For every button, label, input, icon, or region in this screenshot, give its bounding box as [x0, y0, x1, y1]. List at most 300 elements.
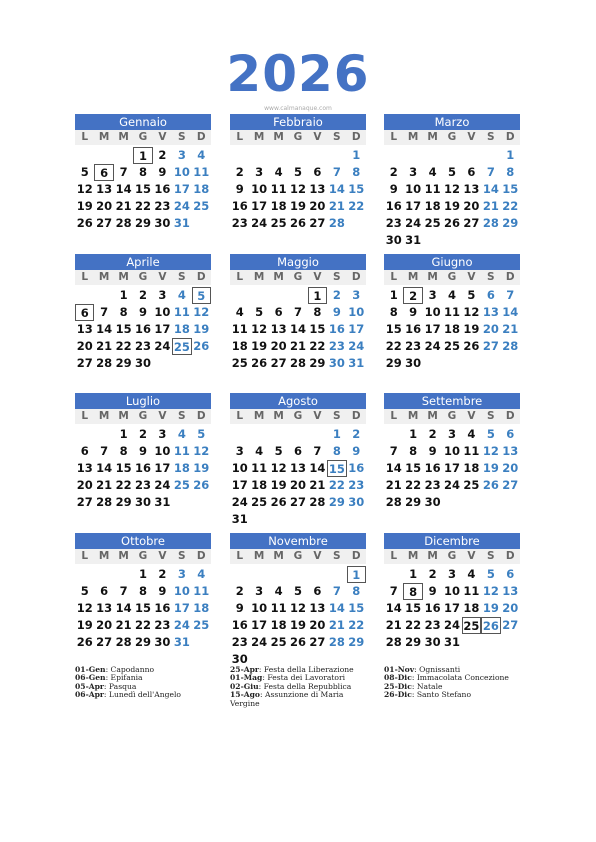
holiday-name: Festa dei Lavoratori	[267, 673, 346, 683]
weekday-label: S	[178, 410, 186, 422]
day-cell: 20	[309, 199, 326, 213]
day-cell: 20	[309, 618, 326, 632]
weekday-header	[384, 130, 520, 145]
weekday-label: L	[81, 131, 89, 143]
day-cell: 31	[231, 512, 248, 526]
day-cell: 20	[502, 461, 519, 475]
day-cell: 2	[428, 427, 437, 441]
weekday-label: D	[351, 271, 361, 283]
day-cell: 14	[385, 461, 402, 475]
day-cell: 3	[255, 584, 264, 598]
weekday-label: L	[390, 131, 398, 143]
day-grid	[384, 564, 520, 666]
day-cell: 4	[235, 305, 244, 319]
day-cell: 5	[274, 444, 283, 458]
day-cell: 1	[119, 427, 128, 441]
day-grid	[230, 564, 366, 666]
day-cell: 12	[270, 461, 287, 475]
day-cell: 27	[482, 339, 499, 353]
day-cell: 7	[332, 584, 341, 598]
weekday-label: V	[313, 271, 322, 283]
day-cell: 30	[154, 635, 171, 649]
day-cell: 26	[482, 478, 499, 492]
day-cell: 12	[76, 182, 93, 196]
day-cell: 28	[96, 495, 113, 509]
day-cell: 5	[447, 165, 456, 179]
day-cell: 13	[309, 601, 326, 615]
holiday-day: 1	[133, 147, 152, 164]
weekday-label: D	[505, 131, 515, 143]
weekday-label: M	[407, 271, 419, 283]
weekday-label: G	[138, 550, 148, 562]
weekday-label: L	[81, 410, 89, 422]
holiday-day: 5	[192, 287, 211, 304]
weekday-label: M	[118, 271, 129, 283]
day-cell: 13	[502, 584, 519, 598]
day-cell: 31	[173, 635, 190, 649]
day-cell: 2	[428, 567, 437, 581]
day-cell: 29	[348, 635, 365, 649]
day-cell: 24	[443, 618, 460, 632]
weekday-label: V	[313, 131, 322, 143]
day-cell: 21	[385, 618, 402, 632]
weekday-header	[384, 409, 520, 424]
day-cell: 17	[251, 199, 268, 213]
holiday-day: 15	[328, 462, 345, 476]
day-cell: 2	[352, 427, 361, 441]
weekday-label: V	[313, 410, 322, 422]
holiday-name: Capodanno	[110, 665, 155, 674]
day-cell: 17	[173, 182, 190, 196]
day-cell: 23	[154, 618, 171, 632]
day-cell: 26	[76, 216, 93, 230]
day-cell: 30	[385, 233, 402, 247]
day-cell: 17	[231, 478, 248, 492]
day-cell: 4	[428, 165, 437, 179]
day-cell: 19	[482, 461, 499, 475]
day-cell: 15	[348, 601, 365, 615]
day-cell: 23	[385, 216, 402, 230]
day-grid	[230, 145, 366, 247]
day-cell: 31	[173, 216, 190, 230]
day-cell: 3	[428, 288, 437, 302]
day-cell: 28	[385, 635, 402, 649]
day-cell: 9	[158, 165, 167, 179]
weekday-label: D	[196, 410, 206, 422]
day-cell: 18	[193, 182, 210, 196]
day-cell: 3	[409, 165, 418, 179]
day-cell: 24	[348, 339, 365, 353]
day-cell: 9	[235, 182, 244, 196]
day-cell: 28	[328, 216, 345, 230]
day-cell: 29	[502, 216, 519, 230]
weekday-label: M	[98, 550, 110, 562]
day-grid	[75, 424, 211, 526]
holiday-entry: 26-Dic: Santo Stefano	[384, 690, 472, 700]
day-cell: 25	[231, 356, 248, 370]
day-cell: 28	[385, 495, 402, 509]
day-cell: 24	[251, 216, 268, 230]
day-cell: 12	[193, 444, 210, 458]
day-cell: 26	[289, 635, 306, 649]
weekday-label: G	[293, 550, 303, 562]
day-cell: 16	[385, 199, 402, 213]
weekday-label: L	[390, 410, 398, 422]
day-cell: 9	[158, 584, 167, 598]
day-cell: 13	[96, 601, 113, 615]
holiday-date: 01-Nov	[384, 665, 415, 674]
day-cell: 8	[138, 584, 147, 598]
day-cell: 16	[348, 461, 365, 475]
weekday-label: M	[253, 410, 265, 422]
holiday-entry: 01-Mag: Festa dei Lavoratori	[230, 673, 346, 683]
day-cell: 11	[193, 165, 210, 179]
day-cell: 6	[313, 165, 322, 179]
day-cell: 5	[293, 165, 302, 179]
weekday-label: L	[81, 271, 89, 283]
day-cell: 14	[96, 461, 113, 475]
day-cell: 14	[328, 601, 345, 615]
year-title: 2026	[226, 45, 370, 103]
day-cell: 11	[270, 182, 287, 196]
day-cell: 15	[348, 182, 365, 196]
day-cell: 22	[405, 478, 422, 492]
month-name: Gennaio	[75, 114, 211, 130]
day-cell: 19	[193, 461, 210, 475]
day-cell: 23	[134, 339, 151, 353]
day-cell: 18	[251, 478, 268, 492]
day-cell: 16	[134, 461, 151, 475]
month-marzo	[384, 114, 520, 247]
day-cell: 26	[76, 635, 93, 649]
day-cell: 22	[502, 199, 519, 213]
day-cell: 7	[313, 444, 322, 458]
weekday-label: M	[407, 550, 419, 562]
day-cell: 4	[177, 427, 186, 441]
day-cell: 25	[193, 199, 210, 213]
day-cell: 25	[424, 216, 441, 230]
holiday-name: Festa della Repubblica	[263, 681, 352, 691]
day-cell: 6	[467, 165, 476, 179]
weekday-label: S	[333, 271, 341, 283]
day-cell: 18	[173, 322, 190, 336]
weekday-label: V	[467, 131, 476, 143]
day-cell: 15	[405, 461, 422, 475]
day-cell: 1	[119, 288, 128, 302]
day-cell: 22	[405, 618, 422, 632]
day-cell: 10	[443, 444, 460, 458]
holiday-date: 06-Gen	[75, 673, 106, 683]
day-cell: 15	[405, 601, 422, 615]
day-cell: 17	[154, 461, 171, 475]
holiday-date: 08-Dic	[384, 673, 412, 683]
holiday-entry: 15-Ago: Assunzione di Maria Vergine	[230, 690, 344, 708]
day-cell: 29	[385, 356, 402, 370]
weekday-label: M	[273, 271, 284, 283]
weekday-label: M	[253, 131, 265, 143]
weekday-header	[384, 270, 520, 285]
holiday-date: 15-Ago	[230, 690, 260, 700]
day-cell: 5	[255, 305, 264, 319]
day-cell: 1	[389, 288, 398, 302]
weekday-label: S	[333, 131, 341, 143]
day-cell: 30	[348, 495, 365, 509]
day-cell: 15	[115, 322, 132, 336]
month-name: Ottobre	[75, 533, 211, 549]
holiday-date: 05-Apr	[75, 681, 104, 691]
day-cell: 16	[154, 182, 171, 196]
holiday-name: Pasqua	[108, 681, 137, 691]
day-cell: 11	[173, 444, 190, 458]
holiday-name: Natale	[416, 681, 443, 691]
day-cell: 13	[463, 182, 480, 196]
day-cell: 4	[255, 444, 264, 458]
day-cell: 28	[289, 356, 306, 370]
day-cell: 14	[96, 322, 113, 336]
day-cell: 23	[231, 635, 248, 649]
day-cell: 20	[289, 478, 306, 492]
weekday-label: L	[390, 550, 398, 562]
weekday-label: M	[273, 550, 284, 562]
day-cell: 28	[328, 635, 345, 649]
weekday-label: L	[390, 271, 398, 283]
day-cell: 4	[197, 148, 206, 162]
day-cell: 31	[443, 635, 460, 649]
day-cell: 12	[443, 182, 460, 196]
day-cell: 24	[405, 216, 422, 230]
weekday-label: S	[178, 131, 186, 143]
day-cell: 1	[352, 148, 361, 162]
day-cell: 7	[293, 305, 302, 319]
day-cell: 4	[177, 288, 186, 302]
day-cell: 22	[134, 199, 151, 213]
weekday-label: M	[98, 410, 110, 422]
day-grid	[384, 424, 520, 526]
weekday-label: M	[118, 550, 129, 562]
day-cell: 10	[424, 305, 441, 319]
day-cell: 16	[424, 601, 441, 615]
day-cell: 30	[134, 495, 151, 509]
day-cell: 21	[309, 478, 326, 492]
holiday-entry: 06-Apr: Lunedì dell'Angelo	[75, 690, 181, 700]
day-cell: 25	[173, 478, 190, 492]
day-cell: 24	[154, 478, 171, 492]
day-cell: 30	[134, 356, 151, 370]
weekday-header	[75, 130, 211, 145]
day-cell: 18	[270, 618, 287, 632]
day-cell: 31	[154, 495, 171, 509]
holiday-date: 25-Dic	[384, 681, 412, 691]
weekday-label: G	[447, 131, 457, 143]
day-cell: 23	[405, 339, 422, 353]
day-cell: 11	[231, 322, 248, 336]
weekday-label: M	[427, 550, 438, 562]
day-cell: 25	[463, 478, 480, 492]
day-cell: 21	[328, 199, 345, 213]
day-cell: 3	[158, 288, 167, 302]
day-cell: 21	[328, 618, 345, 632]
month-novembre	[230, 533, 366, 666]
day-cell: 6	[100, 584, 109, 598]
day-cell: 7	[389, 584, 398, 598]
holiday-day: 25	[173, 340, 190, 354]
day-cell: 15	[134, 601, 151, 615]
weekday-label: G	[447, 271, 457, 283]
holiday-date: 01-Gen	[75, 665, 106, 674]
day-cell: 3	[177, 148, 186, 162]
holiday-entry: 25-Apr: Festa della Liberazione	[230, 665, 354, 674]
day-cell: 16	[405, 322, 422, 336]
weekday-header	[230, 270, 366, 285]
day-cell: 27	[96, 216, 113, 230]
day-cell: 26	[193, 339, 210, 353]
day-cell: 27	[96, 635, 113, 649]
holiday-day: 6	[75, 304, 94, 321]
day-cell: 21	[482, 199, 499, 213]
month-ottobre	[75, 533, 211, 666]
day-cell: 7	[332, 165, 341, 179]
day-cell: 8	[352, 584, 361, 598]
holiday-day: 25	[463, 619, 480, 633]
day-cell: 20	[463, 199, 480, 213]
day-cell: 3	[352, 288, 361, 302]
month-gennaio	[75, 114, 211, 247]
holiday-name: Immacolata Concezione	[416, 673, 509, 683]
day-cell: 8	[409, 444, 418, 458]
day-cell: 14	[385, 601, 402, 615]
day-cell: 10	[251, 182, 268, 196]
day-cell: 14	[502, 305, 519, 319]
day-cell: 13	[76, 322, 93, 336]
day-cell: 11	[424, 182, 441, 196]
day-cell: 3	[177, 567, 186, 581]
day-cell: 8	[389, 305, 398, 319]
day-cell: 24	[231, 495, 248, 509]
day-cell: 27	[270, 356, 287, 370]
weekday-label: S	[333, 410, 341, 422]
day-cell: 17	[154, 322, 171, 336]
day-grid	[75, 145, 211, 247]
day-cell: 12	[251, 322, 268, 336]
day-cell: 18	[193, 601, 210, 615]
weekday-label: M	[407, 131, 419, 143]
day-cell: 4	[197, 567, 206, 581]
day-grid	[75, 285, 211, 387]
month-dicembre	[384, 533, 520, 666]
weekday-label: S	[178, 550, 186, 562]
day-cell: 5	[467, 288, 476, 302]
day-cell: 18	[463, 601, 480, 615]
weekday-label: M	[118, 131, 129, 143]
holiday-date: 26-Dic	[384, 690, 412, 700]
holiday-day: 8	[403, 583, 422, 600]
month-giugno	[384, 254, 520, 387]
weekday-label: S	[487, 550, 495, 562]
day-cell: 30	[328, 356, 345, 370]
day-cell: 13	[482, 305, 499, 319]
day-cell: 29	[405, 495, 422, 509]
day-cell: 26	[193, 478, 210, 492]
day-cell: 16	[328, 322, 345, 336]
day-cell: 7	[119, 584, 128, 598]
day-cell: 23	[328, 339, 345, 353]
day-cell: 17	[443, 601, 460, 615]
day-cell: 19	[289, 618, 306, 632]
day-cell: 19	[76, 618, 93, 632]
weekday-label: D	[351, 131, 361, 143]
day-cell: 29	[134, 216, 151, 230]
day-cell: 13	[96, 182, 113, 196]
day-cell: 11	[443, 305, 460, 319]
weekday-label: V	[467, 550, 476, 562]
holiday-entry: 01-Gen: Capodanno	[75, 665, 155, 674]
weekday-label: G	[138, 271, 148, 283]
weekday-label: D	[351, 550, 361, 562]
month-name: Dicembre	[384, 533, 520, 549]
day-grid	[75, 564, 211, 666]
day-cell: 28	[482, 216, 499, 230]
day-cell: 17	[173, 601, 190, 615]
day-cell: 28	[502, 339, 519, 353]
day-cell: 23	[424, 618, 441, 632]
day-cell: 12	[289, 182, 306, 196]
day-cell: 8	[332, 444, 341, 458]
day-cell: 3	[158, 427, 167, 441]
day-cell: 12	[289, 601, 306, 615]
day-cell: 24	[173, 618, 190, 632]
day-cell: 19	[76, 199, 93, 213]
day-cell: 1	[506, 148, 515, 162]
day-cell: 15	[385, 322, 402, 336]
day-cell: 22	[115, 478, 132, 492]
day-cell: 30	[424, 635, 441, 649]
day-cell: 4	[467, 567, 476, 581]
holiday-entry: 02-Giu: Festa della Repubblica	[230, 681, 352, 691]
day-cell: 19	[463, 322, 480, 336]
weekday-label: S	[487, 410, 495, 422]
day-cell: 24	[424, 339, 441, 353]
day-cell: 10	[154, 444, 171, 458]
day-cell: 21	[385, 478, 402, 492]
day-cell: 9	[332, 305, 341, 319]
holiday-date: 06-Apr	[75, 690, 104, 700]
day-cell: 15	[115, 461, 132, 475]
weekday-label: D	[196, 131, 206, 143]
weekday-label: M	[427, 271, 438, 283]
day-cell: 11	[173, 305, 190, 319]
holiday-entry: 01-Nov: Ognissanti	[384, 665, 461, 674]
day-cell: 30	[424, 495, 441, 509]
weekday-header	[75, 549, 211, 564]
holiday-date: 25-Apr	[230, 665, 259, 674]
day-cell: 28	[96, 356, 113, 370]
weekday-label: V	[158, 550, 167, 562]
holiday-date: 01-Mag	[230, 673, 263, 683]
weekday-label: M	[98, 131, 110, 143]
weekday-label: S	[333, 550, 341, 562]
day-cell: 6	[506, 427, 515, 441]
day-cell: 26	[463, 339, 480, 353]
day-cell: 26	[251, 356, 268, 370]
day-cell: 11	[270, 601, 287, 615]
day-cell: 29	[115, 495, 132, 509]
weekday-label: S	[487, 271, 495, 283]
day-cell: 22	[309, 339, 326, 353]
day-cell: 20	[76, 339, 93, 353]
day-cell: 2	[235, 165, 244, 179]
day-cell: 5	[486, 427, 495, 441]
holiday-name: Festa della Liberazione	[263, 665, 354, 674]
